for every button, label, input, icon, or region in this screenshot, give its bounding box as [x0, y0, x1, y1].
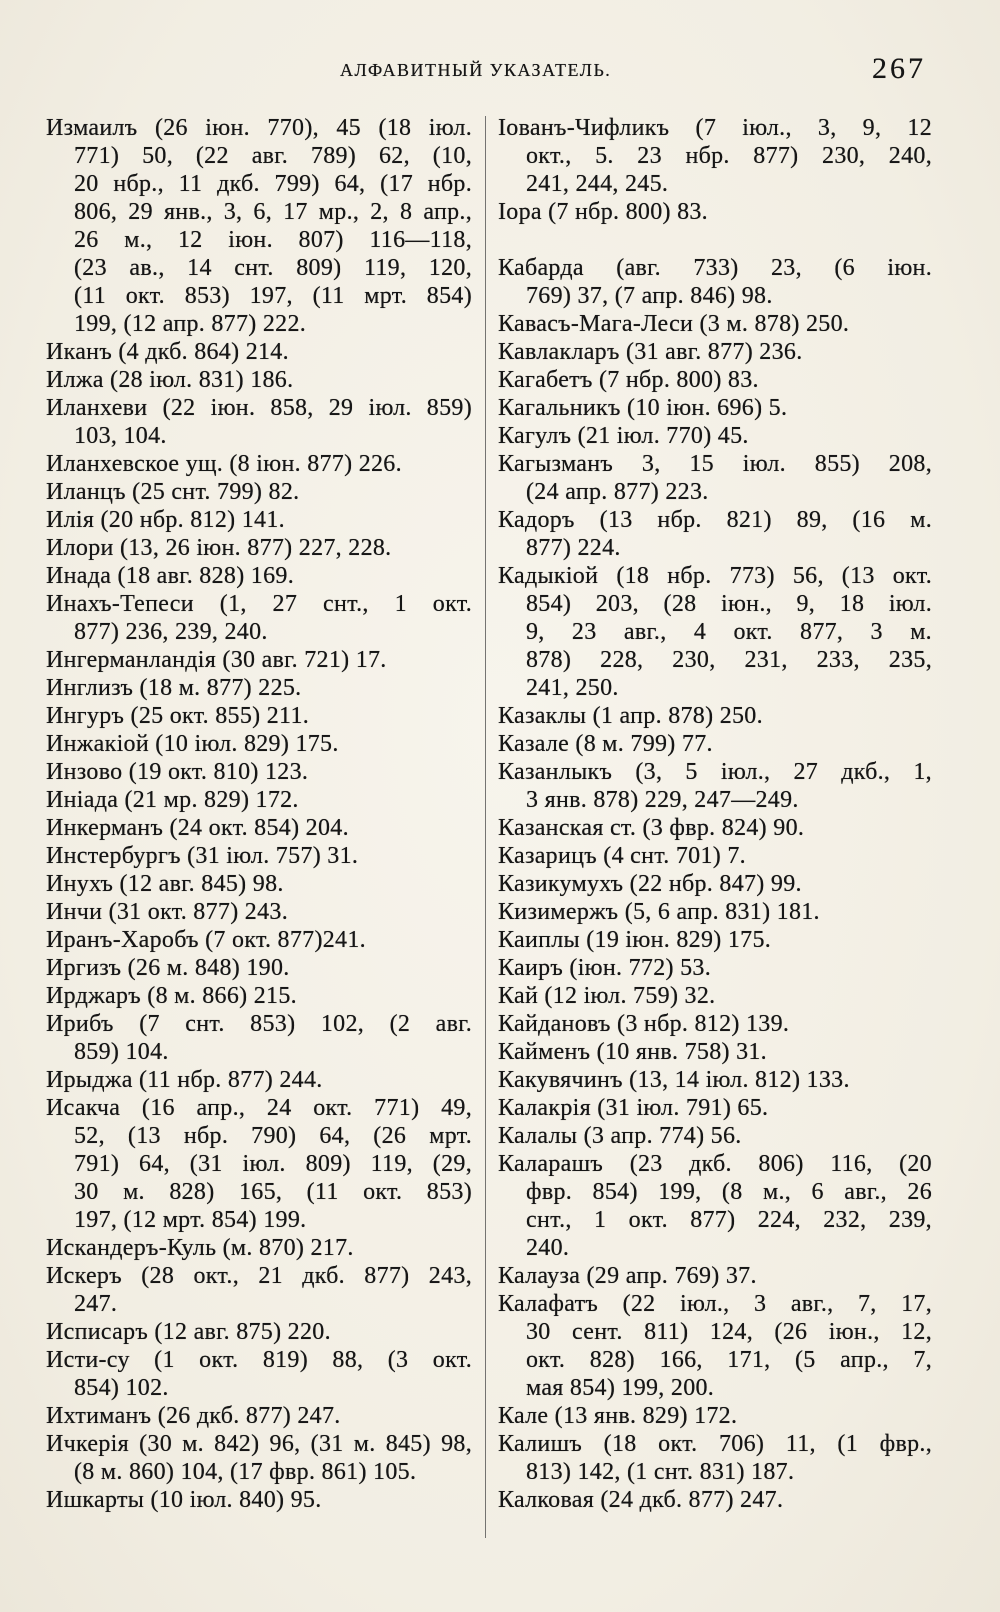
- entry-headword-line: Иланхеви (22 іюн. 858, 29 іюл. 859): [46, 395, 472, 421]
- entry-headword-line: Кагабетъ (7 нбр. 800) 83.: [498, 367, 759, 393]
- entry-headword-line: Калишъ (18 окт. 706) 11, (1 фвр.,: [498, 1431, 932, 1457]
- entry-headword-line: Ишкарты (10 іюл. 840) 95.: [46, 1487, 322, 1513]
- index-entry: [46, 1430, 472, 1486]
- index-entry: [46, 1318, 472, 1346]
- entry-headword-line: Илжа (28 іюл. 831) 186.: [46, 367, 294, 393]
- entry-headword-line: Инчи (31 окт. 877) 243.: [46, 899, 289, 925]
- entry-headword-line: Илія (20 нбр. 812) 141.: [46, 507, 285, 533]
- index-entry: [46, 954, 472, 982]
- entry-headword-line: Калалы (3 апр. 774) 56.: [498, 1123, 742, 1149]
- index-entry: [498, 1038, 932, 1066]
- index-entry: [46, 562, 472, 590]
- entry-headword-line: Кадоръ (13 нбр. 821) 89, (16 м.: [498, 507, 932, 533]
- index-entry: [46, 702, 472, 730]
- index-entry: [46, 534, 472, 562]
- entry-continuation-line: 52, (13 нбр. 790) 64, (26 мрт.: [74, 1123, 472, 1149]
- entry-headword-line: Искандеръ-Куль (м. 870) 217.: [46, 1235, 354, 1261]
- index-entry: [498, 898, 932, 926]
- entry-headword-line: Казарицъ (4 снт. 701) 7.: [498, 843, 746, 869]
- entry-headword-line: Кайдановъ (3 нбр. 812) 139.: [498, 1011, 790, 1037]
- index-entry: [46, 1346, 472, 1402]
- entry-headword-line: Ирибъ (7 снт. 853) 102, (2 авг.: [46, 1011, 472, 1037]
- index-entry: [498, 338, 932, 366]
- index-entry: [498, 1094, 932, 1122]
- index-entry: [46, 842, 472, 870]
- entry-continuation-line: 854) 102.: [74, 1375, 169, 1401]
- entry-continuation-line: 859) 104.: [74, 1039, 169, 1065]
- index-entry: [46, 1094, 472, 1234]
- entry-headword-line: Исписаръ (12 авг. 875) 220.: [46, 1319, 331, 1345]
- index-entry: [46, 1486, 472, 1514]
- index-entry: [498, 1262, 932, 1290]
- index-entry: [46, 758, 472, 786]
- index-entry: [498, 1402, 932, 1430]
- index-entry: [498, 1430, 932, 1486]
- entry-continuation-line: (23 ав., 14 снт. 809) 119, 120,: [74, 255, 472, 281]
- entry-headword-line: Кабарда (авг. 733) 23, (6 іюн.: [498, 255, 932, 281]
- entry-continuation-line: окт. 828) 166, 171, (5 апр., 7,: [526, 1347, 932, 1373]
- entry-continuation-line: 771) 50, (22 авг. 789) 62, (10,: [74, 143, 472, 169]
- entry-headword-line: Каларашъ (23 дкб. 806) 116, (20: [498, 1151, 932, 1177]
- index-entry: [498, 422, 932, 450]
- letter-section: [498, 254, 932, 1514]
- entry-continuation-line: 241, 244, 245.: [526, 171, 669, 197]
- entry-headword-line: Инглизъ (18 м. 877) 225.: [46, 675, 302, 701]
- index-entry: [498, 870, 932, 898]
- entry-headword-line: Кагальникъ (10 іюн. 696) 5.: [498, 395, 788, 421]
- index-entry: [498, 366, 932, 394]
- index-entry: [46, 450, 472, 478]
- entry-headword-line: Инкерманъ (24 окт. 854) 204.: [46, 815, 349, 841]
- index-entry: [46, 870, 472, 898]
- entry-continuation-line: 20 нбр., 11 дкб. 799) 64, (17 нбр.: [74, 171, 472, 197]
- entry-headword-line: Иланцъ (25 снт. 799) 82.: [46, 479, 300, 505]
- entry-headword-line: Калафатъ (22 іюл., 3 авг., 7, 17,: [498, 1291, 932, 1317]
- entry-headword-line: Иранъ-Харобъ (7 окт. 877)241.: [46, 927, 366, 953]
- entry-continuation-line: 877) 224.: [526, 535, 621, 561]
- index-entry: [498, 954, 932, 982]
- entry-continuation-line: 103, 104.: [74, 423, 167, 449]
- entry-headword-line: Калауза (29 апр. 769) 37.: [498, 1263, 757, 1289]
- index-entry: [498, 450, 932, 506]
- letter-section: [498, 114, 932, 226]
- entry-headword-line: Кагулъ (21 іюл. 770) 45.: [498, 423, 749, 449]
- index-entry: [46, 394, 472, 450]
- entry-continuation-line: 240.: [526, 1235, 570, 1261]
- index-entry: [498, 1010, 932, 1038]
- entry-headword-line: Какувячинъ (13, 14 іюл. 812) 133.: [498, 1067, 850, 1093]
- index-column-left: [46, 114, 472, 1514]
- letter-section: [46, 114, 472, 1514]
- entry-continuation-line: окт., 5. 23 нбр. 877) 230, 240,: [526, 143, 932, 169]
- index-entry: [46, 1234, 472, 1262]
- entry-headword-line: Калковая (24 дкб. 877) 247.: [498, 1487, 784, 1513]
- index-entry: [498, 758, 932, 814]
- index-entry: [498, 730, 932, 758]
- index-entry: [46, 786, 472, 814]
- page-number: 267: [872, 52, 926, 85]
- entry-continuation-line: 854) 203, (28 іюн., 9, 18 іюл.: [526, 591, 932, 617]
- index-entry: [498, 842, 932, 870]
- entry-headword-line: Ингуръ (25 окт. 855) 211.: [46, 703, 310, 729]
- entry-continuation-line: (8 м. 860) 104, (17 фвр. 861) 105.: [74, 1459, 417, 1485]
- entry-continuation-line: 813) 142, (1 снт. 831) 187.: [526, 1459, 795, 1485]
- entry-continuation-line: снт., 1 окт. 877) 224, 232, 239,: [526, 1207, 932, 1233]
- index-entry: [46, 506, 472, 534]
- index-entry: [498, 926, 932, 954]
- index-entry: [46, 1262, 472, 1318]
- entry-headword-line: Исти-су (1 окт. 819) 88, (3 окт.: [46, 1347, 472, 1373]
- entry-headword-line: Ихтиманъ (26 дкб. 877) 247.: [46, 1403, 341, 1429]
- entry-headword-line: Кавасъ-Мага-Леси (3 м. 878) 250.: [498, 311, 850, 337]
- index-entry: [46, 338, 472, 366]
- entry-headword-line: Искеръ (28 окт., 21 дкб. 877) 243,: [46, 1263, 472, 1289]
- entry-headword-line: Ингерманландія (30 авг. 721) 17.: [46, 647, 387, 673]
- index-entry: [46, 1066, 472, 1094]
- entry-headword-line: Ирджаръ (8 м. 866) 215.: [46, 983, 297, 1009]
- index-entry: [498, 394, 932, 422]
- entry-headword-line: Инстербургъ (31 іюл. 757) 31.: [46, 843, 359, 869]
- entry-headword-line: Каиплы (19 іюн. 829) 175.: [498, 927, 772, 953]
- index-entry: [46, 814, 472, 842]
- index-entry: [498, 1066, 932, 1094]
- entry-continuation-line: 26 м., 12 іюн. 807) 116—118,: [74, 227, 472, 253]
- column-divider: [485, 116, 486, 1538]
- entry-headword-line: Иканъ (4 дкб. 864) 214.: [46, 339, 289, 365]
- entry-headword-line: Инахъ-Тепеси (1, 27 снт., 1 окт.: [46, 591, 472, 617]
- entry-headword-line: Измаилъ (26 іюн. 770), 45 (18 іюл.: [46, 115, 472, 141]
- entry-headword-line: Кале (13 янв. 829) 172.: [498, 1403, 738, 1429]
- entry-headword-line: Казанская ст. (3 фвр. 824) 90.: [498, 815, 805, 841]
- running-title: АЛФАВИТНЫЙ УКАЗАТЕЛЬ.: [340, 60, 612, 80]
- index-entry: [498, 1150, 932, 1262]
- entry-headword-line: Казанлыкъ (3, 5 іюл., 27 дкб., 1,: [498, 759, 932, 785]
- index-entry: [498, 1290, 932, 1402]
- index-entry: [46, 114, 472, 338]
- entry-headword-line: Инзово (19 окт. 810) 123.: [46, 759, 309, 785]
- entry-headword-line: Кагызманъ 3, 15 іюл. 855) 208,: [498, 451, 932, 477]
- index-entry: [46, 926, 472, 954]
- index-entry: [498, 814, 932, 842]
- index-entry: [498, 198, 932, 226]
- entry-continuation-line: 877) 236, 239, 240.: [74, 619, 268, 645]
- index-entry: [498, 702, 932, 730]
- entry-headword-line: Инада (18 авг. 828) 169.: [46, 563, 294, 589]
- index-entry: [46, 590, 472, 646]
- index-entry: [46, 1402, 472, 1430]
- entry-continuation-line: 247.: [74, 1291, 118, 1317]
- entry-continuation-line: 806, 29 янв., 3, 6, 17 мр., 2, 8 апр.,: [74, 199, 472, 225]
- index-entry: [46, 730, 472, 758]
- entry-headword-line: Кавлакларъ (31 авг. 877) 236.: [498, 339, 803, 365]
- entry-headword-line: Калакрія (31 іюл. 791) 65.: [498, 1095, 769, 1121]
- index-entry: [498, 1122, 932, 1150]
- index-entry: [498, 982, 932, 1010]
- index-entry: [498, 114, 932, 198]
- index-entry: [46, 478, 472, 506]
- entry-headword-line: Казале (8 м. 799) 77.: [498, 731, 713, 757]
- entry-continuation-line: 197, (12 мрт. 854) 199.: [74, 1207, 307, 1233]
- entry-headword-line: Іора (7 нбр. 800) 83.: [498, 199, 708, 225]
- entry-headword-line: Инжакіой (10 іюл. 829) 175.: [46, 731, 339, 757]
- entry-continuation-line: фвр. 854) 199, (8 м., 6 авг., 26: [526, 1179, 932, 1205]
- entry-headword-line: Ичкерія (30 м. 842) 96, (31 м. 845) 98,: [46, 1431, 472, 1457]
- entry-headword-line: Кизимержъ (5, 6 апр. 831) 181.: [498, 899, 820, 925]
- index-entry: [46, 366, 472, 394]
- entry-headword-line: Исакча (16 апр., 24 окт. 771) 49,: [46, 1095, 472, 1121]
- entry-continuation-line: 878) 228, 230, 231, 233, 235,: [526, 647, 932, 673]
- entry-headword-line: Кадыкіой (18 нбр. 773) 56, (13 окт.: [498, 563, 932, 589]
- index-entry: [46, 898, 472, 926]
- entry-headword-line: Казикумухъ (22 нбр. 847) 99.: [498, 871, 802, 897]
- entry-continuation-line: 9, 23 авг., 4 окт. 877, 3 м.: [526, 619, 932, 645]
- index-entry: [46, 674, 472, 702]
- index-entry: [498, 506, 932, 562]
- index-entry: [498, 562, 932, 702]
- entry-headword-line: Иланхевское ущ. (8 іюн. 877) 226.: [46, 451, 402, 477]
- index-entry: [498, 310, 932, 338]
- entry-continuation-line: 30 сент. 811) 124, (26 іюн., 12,: [526, 1319, 932, 1345]
- index-entry: [498, 254, 932, 310]
- index-entry: [498, 1486, 932, 1514]
- entry-continuation-line: 241, 250.: [526, 675, 619, 701]
- index-entry: [46, 982, 472, 1010]
- entry-continuation-line: 791) 64, (31 іюл. 809) 119, (29,: [74, 1151, 472, 1177]
- entry-headword-line: Кайменъ (10 янв. 758) 31.: [498, 1039, 767, 1065]
- entry-headword-line: Иніада (21 мр. 829) 172.: [46, 787, 299, 813]
- index-entry: [46, 646, 472, 674]
- entry-continuation-line: 199, (12 апр. 877) 222.: [74, 311, 307, 337]
- entry-continuation-line: (24 апр. 877) 223.: [526, 479, 709, 505]
- index-column-right: [498, 114, 932, 1514]
- entry-headword-line: Каиръ (іюн. 772) 53.: [498, 955, 712, 981]
- entry-headword-line: Ирыджа (11 нбр. 877) 244.: [46, 1067, 323, 1093]
- entry-headword-line: Инухъ (12 авг. 845) 98.: [46, 871, 284, 897]
- entry-continuation-line: 769) 37, (7 апр. 846) 98.: [526, 283, 773, 309]
- entry-continuation-line: (11 окт. 853) 197, (11 мрт. 854): [74, 283, 472, 309]
- entry-headword-line: Іованъ-Чифликъ (7 іюл., 3, 9, 12: [498, 115, 932, 141]
- entry-continuation-line: 30 м. 828) 165, (11 окт. 853): [74, 1179, 472, 1205]
- entry-headword-line: Иргизъ (26 м. 848) 190.: [46, 955, 290, 981]
- entry-headword-line: Кай (12 іюл. 759) 32.: [498, 983, 716, 1009]
- entry-headword-line: Илори (13, 26 іюн. 877) 227, 228.: [46, 535, 392, 561]
- index-entry: [46, 1010, 472, 1066]
- entry-headword-line: Казаклы (1 апр. 878) 250.: [498, 703, 763, 729]
- entry-continuation-line: мая 854) 199, 200.: [526, 1375, 715, 1401]
- entry-continuation-line: 3 янв. 878) 229, 247—249.: [526, 787, 799, 813]
